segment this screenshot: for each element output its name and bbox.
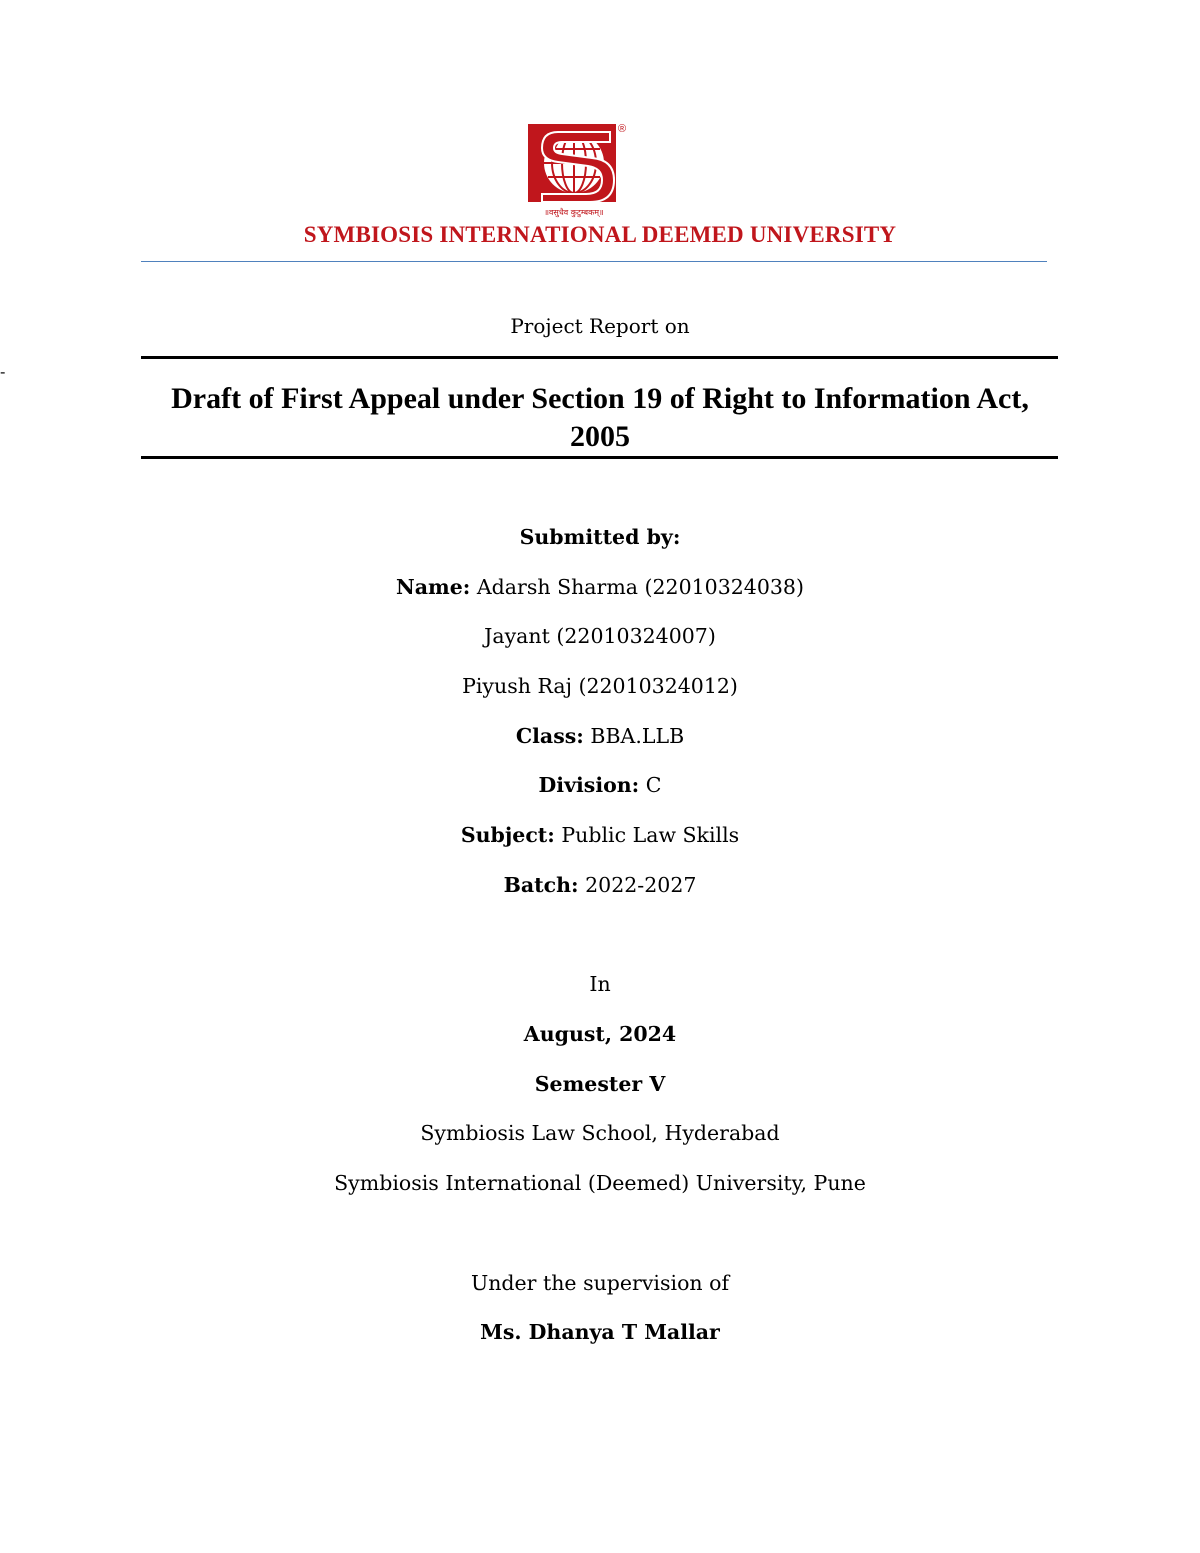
class-line xyxy=(0,724,1200,748)
report-title-line1: Draft of First Appeal under Section 19 of Right to Information Act, xyxy=(171,382,1029,415)
batch-label: Batch: xyxy=(503,873,579,897)
class-label: Class: xyxy=(515,724,584,748)
report-title xyxy=(0,380,1200,456)
member-3: Piyush Raj (22010324012) xyxy=(462,674,738,698)
class-value: BBA.LLB xyxy=(590,724,685,748)
submission-date: August, 2024 xyxy=(523,1022,677,1046)
member-1: Adarsh Sharma (22010324038) xyxy=(476,575,804,599)
title-rule-bottom xyxy=(141,456,1058,459)
division-label: Division: xyxy=(538,773,640,797)
supervision-label: Under the supervision of xyxy=(470,1271,730,1295)
university-name: SYMBIOSIS INTERNATIONAL DEEMED UNIVERSITY xyxy=(303,222,897,247)
university-full-name: Symbiosis International (Deemed) University, Pune xyxy=(334,1171,866,1195)
batch-line xyxy=(0,873,1200,897)
division-value: C xyxy=(645,773,662,797)
semester: Semester V xyxy=(534,1072,666,1096)
batch-value: 2022-2027 xyxy=(585,873,697,897)
subject-line xyxy=(0,823,1200,847)
supervisor-name: Ms. Dhanya T Mallar xyxy=(480,1320,720,1344)
submitted-by-heading: Submitted by: xyxy=(519,525,681,549)
margin-mark: - xyxy=(0,362,6,381)
report-title-line2: 2005 xyxy=(570,420,630,453)
member-line-1 xyxy=(0,575,1200,599)
subject-value: Public Law Skills xyxy=(561,823,740,847)
symbiosis-logo-icon xyxy=(518,118,630,224)
logo-motto: ॥वसुधैव कुटुम्बकम्॥ xyxy=(544,208,604,217)
name-label: Name: xyxy=(396,575,471,599)
subject-label: Subject: xyxy=(460,823,555,847)
report-label: Project Report on xyxy=(510,314,690,338)
in-label: In xyxy=(589,972,611,996)
registered-mark: ® xyxy=(618,123,627,135)
title-rule-top xyxy=(141,356,1058,359)
header-divider-blue xyxy=(141,261,1047,262)
division-line xyxy=(0,773,1200,797)
member-2: Jayant (22010324007) xyxy=(484,624,716,648)
school-name: Symbiosis Law School, Hyderabad xyxy=(420,1121,780,1145)
